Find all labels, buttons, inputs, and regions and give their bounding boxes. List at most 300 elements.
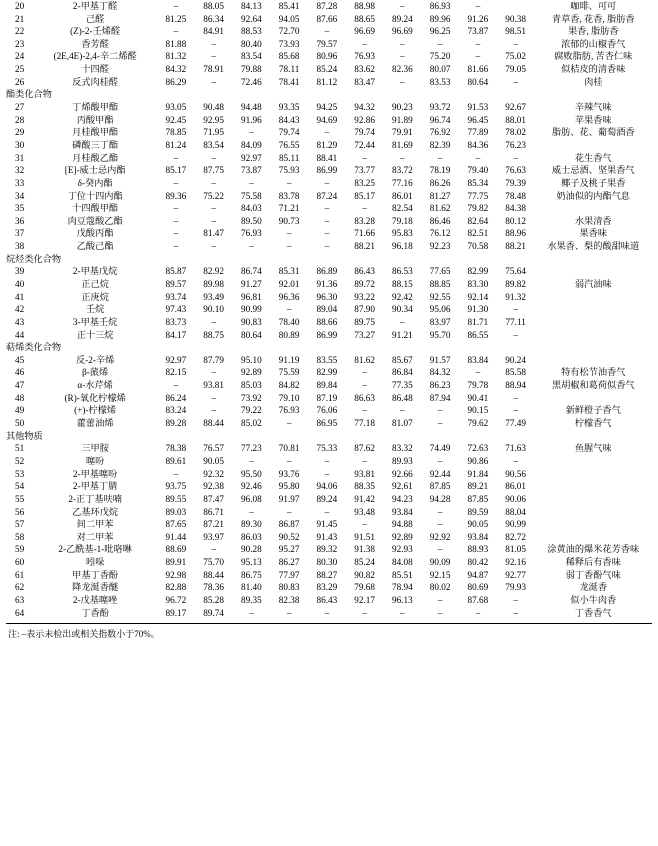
table-row [6,480,652,493]
value-cell: 93.72 [429,102,451,113]
value-cell: 79.91 [392,127,413,138]
value-cell: 84.38 [505,203,526,214]
value-cell: 78.11 [278,64,300,75]
value-cell: 82.64 [467,215,489,226]
section-header-row [6,88,652,101]
value-cell: 85.02 [241,418,262,429]
value-cell: 89.59 [467,506,489,517]
value-cell: 82.99 [467,266,489,277]
value-cell: 89.32 [316,544,338,555]
value-cell: 93.05 [165,102,187,113]
value-cell: – [437,607,443,618]
table-row [6,190,652,203]
value-cell: – [475,152,481,163]
aroma-description: 苹果香味 [574,114,612,125]
value-cell: 78.02 [505,127,526,138]
row-number: 21 [15,13,25,24]
value-cell: – [400,51,405,62]
value-cell: – [400,316,405,327]
compound-name: 香芳醛 [81,38,109,49]
value-cell: 89.84 [316,380,338,391]
value-cell: 89.75 [354,316,375,327]
value-cell: 88.21 [354,241,375,252]
aroma-description [535,139,653,152]
value-cell: 77.18 [354,418,375,429]
value-cell: 96.13 [392,595,413,605]
value-cell: – [173,380,179,391]
value-cell: 86.71 [203,506,224,517]
value-cell: 95.27 [278,544,300,555]
row-number: 31 [15,152,25,163]
section-label: 烷烃类化合物 [6,253,62,264]
value-cell: 92.42 [392,291,413,302]
compound-name: 三甲胺 [81,443,109,454]
value-cell: 85.68 [278,51,300,62]
value-cell: 91.32 [505,291,526,302]
value-cell: 80.69 [467,582,489,593]
value-cell: 88.01 [505,114,526,125]
value-cell: 79.78 [467,380,489,391]
table-row [6,329,652,342]
row-number: 35 [15,203,25,214]
value-cell: 77.11 [505,316,526,327]
value-cell: 96.74 [429,114,451,125]
aroma-description: 鱼腥气味 [574,443,612,454]
row-number: 60 [15,557,25,568]
compound-name: (Z)-2-壬烯醛 [70,26,121,37]
value-cell: 89.72 [354,278,375,289]
row-number: 47 [15,380,25,391]
value-cell: 85.17 [354,190,375,201]
value-cell: 85.34 [467,177,489,188]
value-cell: 90.73 [278,215,300,226]
value-cell: 87.85 [429,481,451,492]
row-number: 37 [15,228,25,239]
value-cell: – [173,26,179,37]
value-cell: 83.29 [316,582,338,593]
value-cell: – [513,304,518,315]
row-number: 59 [15,544,25,555]
table-row [6,215,652,228]
section-header-row [6,341,652,354]
value-cell: 92.44 [429,468,451,479]
value-cell: 86.34 [203,13,224,24]
value-cell: 81.88 [165,38,187,49]
value-cell: 75.33 [316,443,338,454]
compound-name: 藿蕾油烯 [76,418,114,429]
value-cell: 78.41 [278,76,300,87]
value-cell: 80.96 [316,51,338,62]
value-cell: – [211,177,216,188]
value-cell: – [286,177,292,188]
value-cell: 84.03 [241,203,262,214]
value-cell: 84.36 [467,139,489,150]
value-cell: – [513,392,518,403]
value-cell: 87.85 [467,493,489,504]
value-cell: 80.40 [241,38,262,49]
value-cell: 92.32 [203,468,224,479]
aroma-description: 肉桂 [584,76,603,87]
value-cell: 90.41 [467,392,489,403]
value-cell: 87.21 [203,519,224,530]
value-cell: 90.06 [505,493,526,504]
value-cell: 81.62 [354,354,375,365]
value-cell: 85.87 [165,266,187,277]
row-number: 32 [15,165,25,176]
value-cell: 86.93 [429,0,451,11]
row-number: 27 [15,102,25,113]
value-cell: 79.39 [505,177,526,188]
value-cell: 91.19 [278,354,300,365]
value-cell: 85.31 [278,266,300,277]
value-cell: 81.27 [429,190,451,201]
value-cell: 81.62 [429,203,451,214]
value-cell: 80.30 [316,557,338,568]
value-cell: 91.26 [467,13,489,24]
value-cell: 78.85 [165,127,187,138]
table-row [6,607,652,620]
compound-name: 月桂酸甲酯 [72,127,119,138]
value-cell: 72.46 [241,76,262,87]
value-cell: – [475,51,481,62]
value-cell: 93.74 [165,291,187,302]
aroma-description [535,291,653,304]
aroma-description: 果香, 脂肪香 [567,26,619,37]
compound-table [6,0,652,619]
value-cell: 81.40 [241,582,262,593]
value-cell: 92.46 [241,481,262,492]
value-cell: 94.87 [467,569,489,580]
compound-name: 3-甲基壬烷 [72,316,118,327]
table-row [6,468,652,481]
aroma-description [535,392,653,405]
value-cell: 83.32 [392,443,413,454]
aroma-description: 稀释后有香味 [565,557,621,568]
value-cell: – [173,215,179,226]
value-cell: 93.76 [278,468,300,479]
value-cell: 78.40 [278,316,300,327]
aroma-description: 特有松节油香气 [561,367,626,378]
value-cell: 96.69 [392,26,413,37]
value-cell: – [362,405,367,416]
compound-name: 丁香酚 [81,607,109,618]
value-cell: 83.73 [165,316,187,327]
row-number: 36 [15,215,25,226]
value-cell: 90.86 [467,455,489,466]
value-cell: 79.18 [392,215,413,226]
value-cell: 86.23 [429,380,451,391]
section-header-row [6,430,652,443]
value-cell: 86.24 [165,392,187,403]
value-cell: 96.72 [165,595,187,605]
compound-name: 正己烷 [81,278,109,289]
value-cell: 82.36 [392,64,413,75]
value-cell: – [211,215,216,226]
value-cell: 81.47 [203,228,224,239]
value-cell: 81.12 [316,76,338,87]
value-cell: 86.43 [316,595,338,605]
table-row [6,240,652,253]
row-number: 46 [15,367,25,378]
value-cell: 92.67 [505,102,526,113]
compound-name: (R)-氧化柠檬烯 [64,392,126,403]
value-cell: 90.56 [505,468,526,479]
value-cell: 75.59 [278,367,300,378]
value-cell: 94.06 [316,481,338,492]
value-cell: 91.53 [467,102,489,113]
value-cell: 91.84 [467,468,489,479]
value-cell: – [400,607,405,618]
table-row [6,455,652,468]
table-row [6,493,652,506]
value-cell: 85.24 [354,557,375,568]
value-cell: 95.06 [429,304,451,315]
value-cell: 85.28 [203,595,224,605]
value-cell: 95.83 [392,228,413,239]
value-cell: 83.54 [241,51,262,62]
value-cell: 78.48 [505,190,526,201]
compound-name: 十四酸甲酯 [72,203,119,214]
value-cell: 92.64 [241,13,262,24]
value-cell: 85.67 [392,354,413,365]
value-cell: 76.93 [354,51,375,62]
value-cell: 89.03 [165,506,187,517]
value-cell: – [400,38,405,49]
value-cell: 96.08 [241,493,262,504]
value-cell: 94.23 [392,493,413,504]
value-cell: 93.97 [203,531,224,542]
table-row [6,0,652,13]
aroma-description: 涂黄油的爆米花芳香味 [547,544,640,555]
value-cell: 82.72 [505,531,526,542]
value-cell: 83.54 [203,139,224,150]
value-cell: – [286,228,292,239]
value-cell: – [437,38,443,49]
value-cell: – [400,0,405,11]
value-cell: 77.35 [392,380,413,391]
value-cell: – [513,455,518,466]
compound-name: 降龙涎香醚 [72,582,119,593]
row-number: 54 [15,481,25,492]
compound-name: 正十三烷 [76,329,114,340]
compound-name: δ-癸内酯 [77,177,113,188]
value-cell: 89.93 [392,455,413,466]
compound-name: α-水芹烯 [77,380,113,391]
value-cell: 93.81 [203,380,224,391]
value-cell: 82.15 [165,367,187,378]
table-row [6,291,652,304]
section-label: 其他物质 [6,430,43,441]
value-cell: – [211,392,216,403]
value-cell: 93.49 [203,291,224,302]
value-cell: 96.69 [354,26,375,37]
row-number: 61 [15,569,25,580]
value-cell: – [249,455,254,466]
value-cell: 91.96 [241,114,262,125]
value-cell: 93.75 [165,481,187,492]
value-cell: 98.51 [505,26,526,37]
compound-name: 戊酸丙酯 [76,228,114,239]
value-cell: 72.44 [354,139,375,150]
aroma-description: 辛辣气味 [574,102,612,113]
value-cell: 77.97 [278,569,300,580]
row-number: 51 [15,443,25,454]
row-number: 38 [15,241,25,252]
value-cell: – [513,152,518,163]
value-cell: 92.55 [429,291,451,302]
value-cell: 90.34 [392,304,413,315]
value-cell: 86.03 [241,531,262,542]
compound-name: 肉豆蔻酸乙酯 [67,215,123,226]
compound-name: 乙基环戊烷 [72,506,119,517]
value-cell: 86.87 [278,519,300,530]
compound-name: 正庚烷 [81,291,109,302]
aroma-description: 威士忌酒、坚果香气 [551,165,635,176]
compound-name: 2-戊基噻唑 [72,595,118,605]
value-cell: 92.01 [278,278,300,289]
aroma-description: 咖啡、可可 [570,0,617,11]
value-cell: – [211,51,216,62]
value-cell: 89.24 [316,493,338,504]
value-cell: – [513,38,518,49]
aroma-description: 丁香香气 [574,607,612,618]
value-cell: 94.88 [392,519,413,530]
value-cell: 79.22 [241,405,262,416]
value-cell: 84.82 [278,380,300,391]
value-cell: 86.01 [505,481,526,492]
value-cell: 83.28 [354,215,375,226]
value-cell: 83.84 [467,354,489,365]
value-cell: 92.16 [505,557,526,568]
value-cell: 91.30 [467,304,489,315]
value-cell: 87.79 [203,354,224,365]
row-number: 45 [15,354,25,365]
aroma-description [535,303,653,316]
value-cell: 91.21 [392,329,413,340]
compound-name: 月桂酸乙酯 [72,152,119,163]
value-cell: 94.32 [354,102,375,113]
value-cell: 76.92 [429,127,451,138]
value-cell: – [437,455,443,466]
value-cell: 90.82 [354,569,375,580]
value-cell: 90.28 [241,544,262,555]
aroma-description [535,265,653,278]
value-cell: 88.04 [505,506,526,517]
value-cell: 76.23 [505,139,526,150]
value-cell: 85.03 [241,380,262,391]
aroma-description [535,468,653,481]
value-cell: – [362,203,367,214]
value-cell: – [324,241,330,252]
table-row [6,392,652,405]
value-cell: 82.39 [429,139,451,150]
value-cell: 89.50 [241,215,262,226]
value-cell: 89.98 [203,278,224,289]
value-cell: 89.61 [165,455,187,466]
table-row [6,556,652,569]
table-body [6,0,652,619]
value-cell: – [324,26,330,37]
value-cell: – [362,367,367,378]
value-cell: 88.65 [354,13,375,24]
table-row [6,114,652,127]
value-cell: 81.25 [165,13,187,24]
value-cell: 76.06 [316,405,338,416]
value-cell: 79.40 [467,165,489,176]
aroma-description [535,493,653,506]
value-cell: 92.89 [392,531,413,542]
value-cell: 84.43 [278,114,300,125]
value-cell: 87.28 [316,0,338,11]
value-cell: 89.28 [165,418,187,429]
value-cell: 84.91 [203,26,224,37]
value-cell: 83.30 [467,278,489,289]
compound-name: 磷酸三丁酯 [72,139,119,150]
value-cell: – [211,203,216,214]
value-cell: 75.93 [278,165,300,176]
value-cell: 77.89 [467,127,489,138]
aroma-description [535,329,653,342]
value-cell: 94.69 [316,114,338,125]
value-cell: 76.93 [278,405,300,416]
table-row [6,594,652,607]
value-cell: 96.81 [241,291,262,302]
table-row [6,38,652,51]
value-cell: 84.32 [165,64,187,75]
value-cell: 83.25 [354,177,375,188]
row-number: 29 [15,127,25,138]
value-cell: 97.43 [165,304,187,315]
value-cell: 71.21 [278,203,300,214]
value-cell: 86.74 [241,266,262,277]
value-cell: 88.94 [505,380,526,391]
value-cell: 86.99 [316,165,338,176]
table-row [6,126,652,139]
value-cell: 86.84 [392,367,413,378]
value-cell: 80.83 [278,582,300,593]
value-cell: – [173,468,179,479]
aroma-description [535,316,653,329]
value-cell: 71.66 [354,228,375,239]
row-number: 30 [15,139,25,150]
value-cell: 89.30 [241,519,262,530]
value-cell: 78.19 [429,165,451,176]
value-cell: 86.53 [392,266,413,277]
table-row [6,544,652,557]
value-cell: 88.96 [505,228,526,239]
row-number: 28 [15,114,25,125]
row-number: 48 [15,392,25,403]
aroma-description: 龙涎香 [579,582,608,593]
value-cell: 87.68 [467,595,489,605]
value-cell: 73.87 [467,26,489,37]
value-cell: 93.84 [467,531,489,542]
value-cell: 84.17 [165,329,187,340]
row-number: 49 [15,405,25,416]
row-number: 53 [15,468,25,479]
value-cell: 93.22 [354,291,375,302]
value-cell: 91.89 [392,114,413,125]
value-cell: 77.65 [429,266,451,277]
value-cell: 94.05 [278,13,300,24]
value-cell: 89.55 [165,493,187,504]
value-cell: – [324,468,330,479]
value-cell: 75.70 [203,557,224,568]
value-cell: 88.21 [505,241,526,252]
value-cell: 83.53 [429,76,451,87]
table-row [6,13,652,26]
value-cell: – [324,127,330,138]
